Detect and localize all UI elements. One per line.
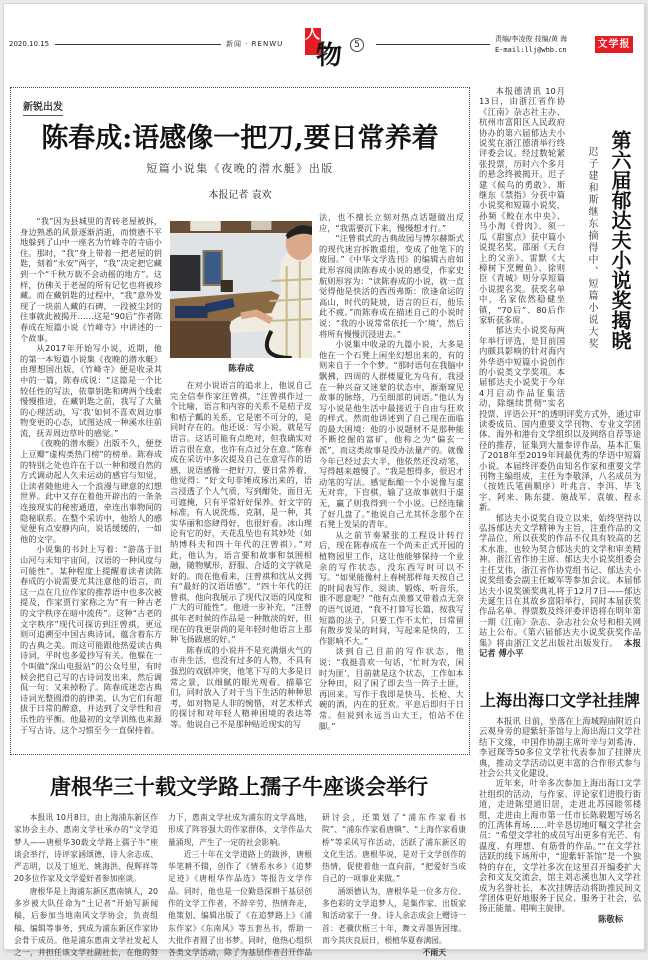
side-article-award bbox=[479, 86, 641, 658]
side-article-subtitle: 迟子建和斯继东摘得中、短篇小说大奖 bbox=[586, 146, 597, 350]
side-article-headline: 第六届郁达夫小说奖揭晓 bbox=[608, 130, 632, 350]
section-label: 新闻 · RENWU bbox=[226, 40, 284, 48]
paragraph: “汪曾祺式的古典故园与博尔赫斯式的现代迷宫拆散重组，变成了他笔下的废园。”《中华文学选刊》的编辑古肩如此形容阅读陈春成小说的感受，作家史航则形容为：“读陈春成的小说，就一直觉得他是快活的西西弗斯：欣逢命运的高山，时代的陡坡，语言的巨石，他乐此不疲。”而陈春成在描述自己的小说时说：“我的小说常常依托一个‘境’，然后将所有慢慢沉浸进去。” bbox=[319, 233, 464, 339]
paragraph: 本报讯 10月8日，由上海浦东新区作家协会主办、惠南文学社承办的“文学追梦人——唐根华30载文学路上孺子牛”座谈会举行，诗评家涵颂德，诗人余志成、严志明，以及丁旭光、姚海洪、倪辉祥等20多位作家及文学爱好者参加座谈。 bbox=[14, 813, 158, 884]
newspaper-logo: 文学报 bbox=[595, 36, 633, 53]
header-rule-right bbox=[376, 44, 490, 45]
side-article-2-headline: 上海出海口文学社挂牌 bbox=[479, 691, 640, 710]
paragraph: 涵颂德认为，唐根华是一位多方位、多色彩的文学追梦人，是集作家、出版家和活动家于一身。诗人余志成会上赠诗一首：老骥伏枥三十年，舞文弄墨皆因缘。而今其庆良辰日，根植华夏春满园。 bbox=[322, 886, 466, 945]
newspaper-page bbox=[3, 3, 645, 958]
paragraph: 从之前节奏紧张的工程设计转行后，现在陈春成在一个尚未正式开园的植物园里工作，这让他能够保持一个业余的写作状态，没东西写时可以不写。“如果能像村上春树那样每天按自己的时间表写作、阅读、锻炼、听音乐，谁不愿意呢？”他有点羡慕又带着点无奈的语气说道，“我不打算写长篇，按我写短篇的法子，只要工作不太忙，日常留有散步发呆的时间，写起来是快的，工作影响不大。” bbox=[319, 529, 464, 646]
paragraph: 谈到自己目前的写作状态，他说：“我挺喜欢一句话，‘忙时为农，闲时为匪’，目前就是这个状态，工作如本分种田，闷了闲了即去当一阵子土匪，再回来。写作于我即是快马、长枪、大碗的酒，内在的狂欢。平息后即归于日常。但说到永远当山大王，怕站不住脚。” bbox=[319, 646, 464, 731]
paragraph: 本报德清讯 10月13日，由浙江省作协《江南》杂志社主办、杭州市富阳区人民政府协办的第六届郁达夫小说奖在浙江德清举行终评委会议。经过数轮紧张投票，历时六个多月的悬念终被揭开。迟子建《候鸟的勇敢》、斯继东《禁指》分获中篇小说奖和短篇小说奖，孙频《鲛在水中央》、马小淘《骨肉》、须一瓜《甜蜜点》获中篇小说提名奖，邵丽《天台上的父亲》、雷默《大樟树下烹鲤鱼》、徐则臣《青城》则分享短篇小说提名奖。获奖名单中，名家依然稳健坐镇，“70后”、80后作家斩获多席。 bbox=[479, 86, 565, 325]
paragraph: “我”因为县城里的青砖老屋被拆，身边熟悉的风景逐渐消逝，而愤懑不平地躲到了山中一座名为竹峰寺的寺庙小住。那时，“我”身上带着一把老屋的钥匙，刻着“永安”两字，“我”决定把它藏到一个“千秋万载不会动摇的地方”。这样，仿佛关于老屋的所有记忆也将被珍藏。而在藏钥匙的过程中，“我”意外发现了一块前人藏的石碑，一段被尘封的往事就此被揭开……这是“90后”作者陈春成在短篇小说《竹峰寺》中讲述的一个故事。 bbox=[20, 216, 162, 343]
bottom-article-body bbox=[14, 812, 466, 960]
paragraph: 在对小说语言的追求上，他说自己完全信奉作家汪曾祺，“汪曾祺作过一个比喻，语言和内容的关系不是桔子皮和桔子瓤的关系，它是密不可分的，是同时存在的。他还说：写小说，就是写语言。这话可能有点绝对，但我确实对语言很在意，也许有点过分在意。”陈春成在采访中多次提及自己在意写作的语感，说语感像一把好刀，要日常养着，他觉得：“好文句非锤成琢出来的，语言浸透了个人气质，写到酣处，面目无可遮掩，只有平常好好保养。好文字的标准，有人说洗炼、克制，是一种，其实华丽和恣肆得好，也很好看。冰山理论有它的好，天花乱坠也有其妙处（如纳博科夫和四十年代的汪曾祺）。”对此，他认为，语言要和故事和氛围相融，随物赋形，舒服、合适的文字就是好的。而在他看来，汪曾祺和沈从文拥有“最好的汉语语感”，“四十年代的汪曾祺，他向我展示了现代汉语的风度和广大的可能性”。他进一步补充，“汪曾祺年老时候的作品是一种散淡的好，但现在的我更崇尚的是年轻时他语言上那种飞扬跋扈的好。” bbox=[170, 380, 312, 645]
side-article-byline: 本报记者 傅小平 bbox=[479, 637, 641, 658]
photo-caption: 陈春成 bbox=[228, 364, 254, 374]
bottom-article-byline: 不雨天 bbox=[422, 948, 446, 958]
paragraph: 法，也不擅长立刻对热点话题做出反应，“我需要沉下来，慢慢想才行。” bbox=[319, 212, 464, 233]
editor-email: E-mail:llj@whb.cn bbox=[495, 46, 567, 54]
side-article-literary-club bbox=[479, 716, 641, 924]
paragraph: 郁达夫小说奖每两年举行评选，是目前国内颇具影响的针对海内外华语中短篇小说创作的小说类文学奖项。本届郁达夫小说奖于今年4月启动作品征集活动，除继续贯彻“实名投票、评语公开”的透明评奖方式外，通过审读委成员、国内重要文学刊物、专业文学团体、海外和港台文学组织以及网络自荐等途径的推荐，征集到大量参评作品，基本汇集了2018年至2019年间最优秀的华语中短篇小说。本届终评委仍由知名作家和重要文学刊物主编组成，主任为李敬泽，八名成员为（按姓氏笔画顺序）叶兆言、李洱、毕飞宇、阿来、陈东捷、施战军、袁敏、程永新。 bbox=[479, 325, 641, 513]
paragraph: 本报讯 日前，坐落在上海城隍庙附近白云观身旁的迎紫轩茶馆与上海出海口文学社结下文缘，中国作协副主席叶辛与刘希涛、李冠琛等50多位文学社代表参加了挂牌庆典，推动文学活动以更丰富的合作形式参与社会公共文化建设。 bbox=[479, 716, 641, 779]
paragraph: 从2017年开始写小说，近期，他的第一本短篇小说集《夜晚的潜水艇》由理想国出版，《竹峰寺》便是收录其中的一篇，陈春成说：“这篇是一个比较任性的写法，依靠钥匙和碑两个线索慢慢推进，在藏钥匙之前，我写了大量的心理活动，写‘我’如何不喜欢周边事物变更的心态，试图达成一种溪水往前流，抚弄周边草叶的感觉。” bbox=[20, 343, 162, 438]
main-article bbox=[10, 87, 470, 755]
article-headline: 陈春成:语感像一把刀,要日常养着 bbox=[41, 123, 439, 154]
issue-date: 2020.10.15 bbox=[9, 40, 50, 48]
paragraph: 陈春成的小说并不是充满烟火气的市井生活，也没有过多的人物，不具有强烈的戏剧冲突，他笔下写的大多是日常之景，以细腻的眼光观看、描摹它们，同时放入了对于当下生活的种种思考，如对物是人非的惋惜，对艺术样式的探讨和对年轻人精神困境的表达等等。他说自己不是那种贴近现实的写 bbox=[170, 644, 312, 729]
side-headline-block bbox=[565, 86, 641, 404]
paragraph: 《夜晚的潜水艇》出版不久，便登上豆瓣“虚构类热门榜”的榜单。陈春成的特别之处也许在于以一种和缓自然的方式调动起人久未运动的感官与知觉，让读者随他进入一个浪漫与肆意的幻想世界。此中又存在着他开辟出的一条条连接现实的秘密通道，牵连出事物间的隐秘联系。在整个采访中，他给人的感觉便有点安静内向，说话缓缓的，一如他的文字。 bbox=[20, 438, 162, 544]
paragraph: 小说集中收录的九篇小说，大多是他在一个石凳上闲坐幻想出来的，有的则来自于一个个梦。“那时语句在我脑中飘拂，四周的人群楼厦化为乌有，我浸在一种兴奋又迷蒙的状态中，渐渐窥见故事的脉络，乃至细部的词语。”他认为写小说是他生活中最接近于自由与狂欢的样式。然而他讲述到了自己现在面临的最大困境：他的小说题材不是那种能不断挖掘的富矿，他称之为“偏玄一派”，而这类故事是没办法量产的。就像今年已经过去大半，他依然还没动笔，写得越来越慢了。“我是想得多，很迟才动笔的写法。感觉酝酿一个小说像与虚无对弈，下盲棋，输了这故事就归于虚无，赢了则我得到一个小说。已经连输了好几盘了。”他说自己尤其怀念那个在石凳上发呆的青年。 bbox=[319, 339, 464, 530]
section-char-wu: 物 bbox=[316, 41, 343, 71]
paragraph: 近三十年在文学道路上的跋涉，唐根华笔耕不辍，创作了《情系水乡》《追梦足迹》《唐根华作品选》等报告文学作品。同时，他也是一位勤恳深耕于基层创作的文学工作者，不辞辛劳，热情奔走，他策划、编辑出版了《在追梦路上》《浦东作家》《东南风》等五套丛书，帮助一大批作者圆了出书梦。同时，他热心组织各类文学活动，除了为基层作者召开作品研讨会，还策划了“浦东作家看书院”、“浦东作家看唐镇”、“上海作家看康桥”等采风写作活动，活跃了浦东新区的文化生活。唐根华说，是对于文学创作的热情，促使着他一直向前，“把爱好当成自己的一项事业来做。” bbox=[168, 813, 466, 958]
paragraph: 近年来，叶辛多次参加上海出海口文学社组织的活动，与作家、评论家们进股行街道，走进陈望道旧居，走进北苏园睦邻楼组，走进由上海市第一任市长陈毅题写场名的江湾体育场……叶辛恳切地叮嘱文学社会员：“希望文学社的成员写出更多有光芒、有温度、有理想、有筋骨的作品。”“在文学社活跃的线下场所中，“迎紫轩茶馆”是一个独特的存在，文学社多次在这里召开编委扩大会和文友交流会，馆主刘志溪也加入文学社成为名誉社长，本次挂牌活动将助推民间文学团体更好地服务于民众、服务于社会，弘扬正能量、唱响主旋律。 bbox=[479, 778, 641, 914]
page-number: 5 bbox=[350, 38, 364, 52]
author-photo bbox=[170, 221, 312, 358]
paragraph: 小说集的书封上写着：“游荡于旧山河与未知宇宙间，汉语的一种风度与可能性”。某种程度上提醒着读者读陈春成的小说需要尤其注意他的语言，而这一点在几位作家的推荐语中也多次被提及，作家贾行家称之为“有一种古老的文字秩序在暗中流传”。这种“古老的文字秩序”现代可探访到汪曾祺，更远则可追溯至中国古典诗词，蕴含着东方的古典之美。而这可能跟他热爱读古典诗词，平时也多爱抄写有关。他躲在一个叫做“深山电报站”的公众号里，有时候会把自己写的古诗词发出来，然后调侃一句：又来掉粉了。陈春成迷恋古典诗词光整圆滑的韵律美，认为它们有超拔于日常的醉意，并达到了文学性和音乐性的平衡。他最初的文学训练也来源于写古诗，这个习惯至今一直保持着。 bbox=[20, 544, 162, 735]
column-kicker: 新锐出发 bbox=[23, 98, 63, 116]
editors-credit: 责编/李凌俊 技编/黄 海 bbox=[495, 35, 568, 43]
paragraph bbox=[479, 513, 641, 659]
article-column-3 bbox=[319, 212, 464, 731]
section-char-ren: 人 bbox=[305, 24, 321, 42]
bottom-article-headline: 唐根华三十载文学路上孺子牛座谈会举行 bbox=[50, 774, 428, 799]
side-article-2-byline: 陈敬标 bbox=[598, 913, 623, 924]
paragraph-text: 郁达夫小说奖自设立以来，始终坚持以弘扬郁达夫文学精神为主旨，注重作品的文学品位，所以获奖的作品不仅具有较高的艺术水准，也较为契合郁达夫的文学和审美精神。浙江省作协主席、郁达夫小说奖组委会主任艾伟，浙江省作协党组书记、郁达夫小说奖组委会副主任臧军等参加会议。本届郁达夫小说奖颁奖典礼将于12月7日——郁达夫诞生日在其故乡富阳举行，同时本届获奖作品名单、得票数及终评委评语将在明年第一期《江南》杂志、杂志社公众号和相关网站上公布。《第六届郁达夫小说奖获奖作品集》将由浙江文艺出版社出版发行。 bbox=[479, 512, 641, 648]
article-byline: 本报记者 袁欢 bbox=[208, 190, 272, 201]
paragraph: 唐根华是上海浦东新区惠南镇人，20多岁被大队任命为“土记者”开始写新闻稿，后参加当地南风文学协会，负责组稿、编辑等事务，到成为浦东新区作家协会骨干成员。他是浦东惠南文学社发起人之一，并担任该文学社副社长，在他的努力下，惠南文学社成为浦东的文学高地，形成了阵容强大的作家群体，文学作品大量涌现，产生了一定的社会影响。 bbox=[14, 813, 312, 958]
header-rule-left bbox=[55, 44, 221, 45]
article-subtitle: 短篇小说集《夜晚的潜水艇》出版 bbox=[146, 162, 334, 175]
article-column-1 bbox=[20, 216, 162, 735]
article-column-2 bbox=[170, 380, 312, 730]
